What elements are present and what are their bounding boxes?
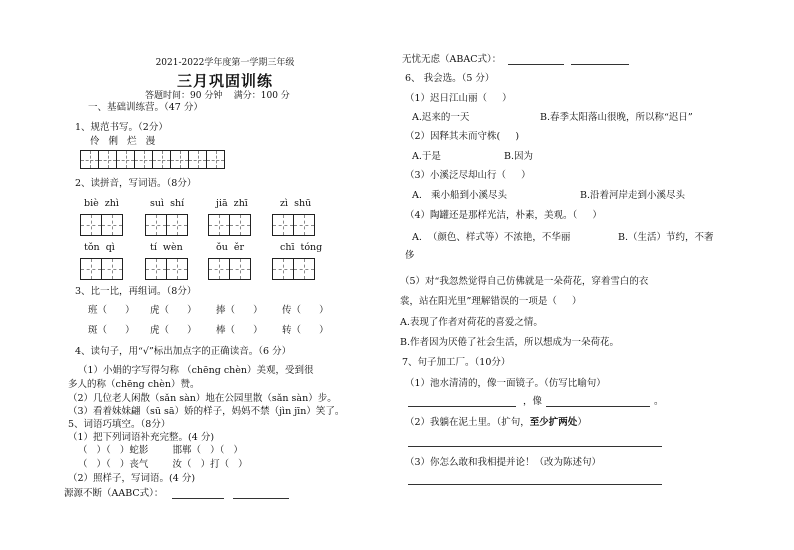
q6-3-option-a: A. 乘小船到小溪尽头 xyxy=(412,190,507,201)
q3-item-7: 棒（ ） xyxy=(216,325,263,336)
q6-1-option-a: A.迟来的一天 xyxy=(412,112,470,123)
q6-3-option-b: B.沿着河岸走到小溪尽头 xyxy=(580,190,686,201)
q7-2-emphasis: 至少扩两处 xyxy=(529,417,578,428)
q2-label: 2、读拼音，写词语。（8分） xyxy=(75,178,197,189)
q1-writing-grid[interactable] xyxy=(80,150,224,169)
q6-5-option-b: B.作者因为厌倦了社会生活，所以想成为一朵荷花。 xyxy=(400,337,620,348)
q3-label: 3、比一比，再组词。（8分） xyxy=(75,286,197,297)
q4-line-1: （1）小娟的字写得匀称 （chēng chèn）美观，受到很 xyxy=(78,365,314,376)
q2-pinyin-7: ǒu ěr xyxy=(216,242,245,253)
page-title: 三月巩固训练 xyxy=(176,72,273,90)
q5-row-1: （ ）（ ）蛇影 邯郸（ ）（ ） xyxy=(78,445,243,456)
q3-item-6: 虎（ ） xyxy=(150,325,197,336)
q3-item-8: 转（ ） xyxy=(282,325,329,336)
section-1-heading: 一、基础训练营。（47 分） xyxy=(88,102,203,113)
q6-4: （4）陶罐还是那样光洁，朴素，美观。（ ） xyxy=(405,210,602,221)
exam-info: 答题时间：90 分钟 满分：100 分 xyxy=(145,91,290,101)
q6-2-option-a: A.于是 xyxy=(412,151,441,162)
q2-pinyin-4: zì shū xyxy=(280,198,312,209)
q3-item-2: 虎（ ） xyxy=(150,305,197,316)
q5-sub-1: （1）把下列词语补充完整。(4 分) xyxy=(68,432,215,443)
q6-4-option-b: B.（生活）节约，不奢 xyxy=(618,232,714,243)
q6-4-option-a: A. （颜色、样式等）不浓艳，不华丽 xyxy=(412,232,571,243)
q5-sub-2: （2）照样子，写词语。(4 分) xyxy=(68,473,196,484)
q7-3: （3）你怎么敢和我相提并论！（改为陈述句） xyxy=(405,457,602,468)
q4-label: 4、读句子，用“√”标出加点字的正确读音。（6 分） xyxy=(75,346,292,357)
q2-grid-3[interactable] xyxy=(208,214,250,236)
q6-5-line-2: 裳，站在阳光里”理解错误的一项是（ ） xyxy=(400,296,582,307)
q2-pinyin-5: tǒn qì xyxy=(84,242,115,253)
q3-item-1: 班（ ） xyxy=(88,305,135,316)
abac-answer-line-2[interactable] xyxy=(571,64,629,65)
q6-5-line-1: （5）对“我忽然觉得自己仿佛就是一朵荷花，穿着雪白的衣 xyxy=(400,276,649,287)
q1-label: 1、规范书写。（2分） xyxy=(75,122,168,133)
q7-1-period: 。 xyxy=(654,396,664,407)
q2-grid-7[interactable] xyxy=(208,258,250,280)
q7-2-post: ） xyxy=(577,417,587,428)
q6-5-option-a: A.表现了作者对荷花的喜爱之情。 xyxy=(400,317,543,328)
q2-pinyin-6: tí wèn xyxy=(150,242,183,253)
aabc-answer-line-1[interactable] xyxy=(172,498,224,499)
q2-grid-6[interactable] xyxy=(145,258,187,280)
q2-pinyin-8: chī tóng xyxy=(280,242,323,253)
q6-4-option-b-cont: 侈 xyxy=(405,250,415,261)
q2-grid-4[interactable] xyxy=(272,214,314,236)
q6-label: 6、 我会选。（5 分） xyxy=(405,73,495,84)
q7-2 xyxy=(405,418,587,429)
q7-label: 7、句子加工厂。（10分） xyxy=(402,357,511,368)
q3-item-5: 斑（ ） xyxy=(88,325,135,336)
q6-2: （2）因释其未而守株( ) xyxy=(405,131,520,142)
q3-item-4: 传（ ） xyxy=(282,305,329,316)
q4-line-3: （2）几位老人闲散（sǎn sàn）地在公园里散（sǎn sàn）步。 xyxy=(68,393,337,404)
q2-grid-8[interactable] xyxy=(272,258,314,280)
q7-1: （1）池水清清的，像一面镜子。（仿写比喻句） xyxy=(405,378,606,389)
abac-label: 无忧无虑（ABAC式）： xyxy=(402,54,502,65)
q1-characters: 伶 俐 烂 漫 xyxy=(90,136,157,147)
q2-grid-1[interactable] xyxy=(80,214,122,236)
year-header: 2021-2022学年度第一学期三年级 xyxy=(155,58,295,68)
q7-1-like: ，像 xyxy=(523,396,543,407)
q7-3-answer-line[interactable] xyxy=(408,484,662,485)
q5-row-2: （ ）（ ）丧气 汝（ ）打（ ） xyxy=(78,459,248,470)
q7-1-answer-line-2[interactable] xyxy=(546,406,650,407)
q6-1-option-b: B.春季太阳落山很晚，所以称“迟日” xyxy=(540,112,693,123)
q7-2-answer-line[interactable] xyxy=(408,446,662,447)
q7-1-answer-line-1[interactable] xyxy=(408,406,516,407)
q4-line-2: 多人的称（chēng chèn）赞。 xyxy=(68,379,200,390)
q4-line-4: （3）看着妹妹翩（sū sā）娇的样子，妈妈不禁（jìn jīn）笑了。 xyxy=(68,406,345,417)
q6-2-option-b: B.因为 xyxy=(504,151,534,162)
aabc-answer-line-2[interactable] xyxy=(233,498,289,499)
abac-answer-line-1[interactable] xyxy=(508,64,564,65)
q2-grid-5[interactable] xyxy=(80,258,122,280)
q2-grid-2[interactable] xyxy=(145,214,187,236)
q2-pinyin-1: biè zhì xyxy=(84,198,119,209)
q2-pinyin-2: suì shí xyxy=(150,198,185,209)
q2-pinyin-3: jiā zhī xyxy=(216,198,248,209)
q6-1: （1）迟日江山丽（ ） xyxy=(405,93,512,104)
q7-2-pre: （2）我躺在泥土里。（扩句， xyxy=(405,417,530,428)
q5-aabc-label: 源源不断（AABC式）： xyxy=(64,488,164,499)
q6-3: （3）小溪泛尽却山行（ ） xyxy=(405,170,531,181)
q3-item-3: 捧（ ） xyxy=(216,305,263,316)
q5-label: 5、词语巧填空。（8分） xyxy=(68,419,171,430)
